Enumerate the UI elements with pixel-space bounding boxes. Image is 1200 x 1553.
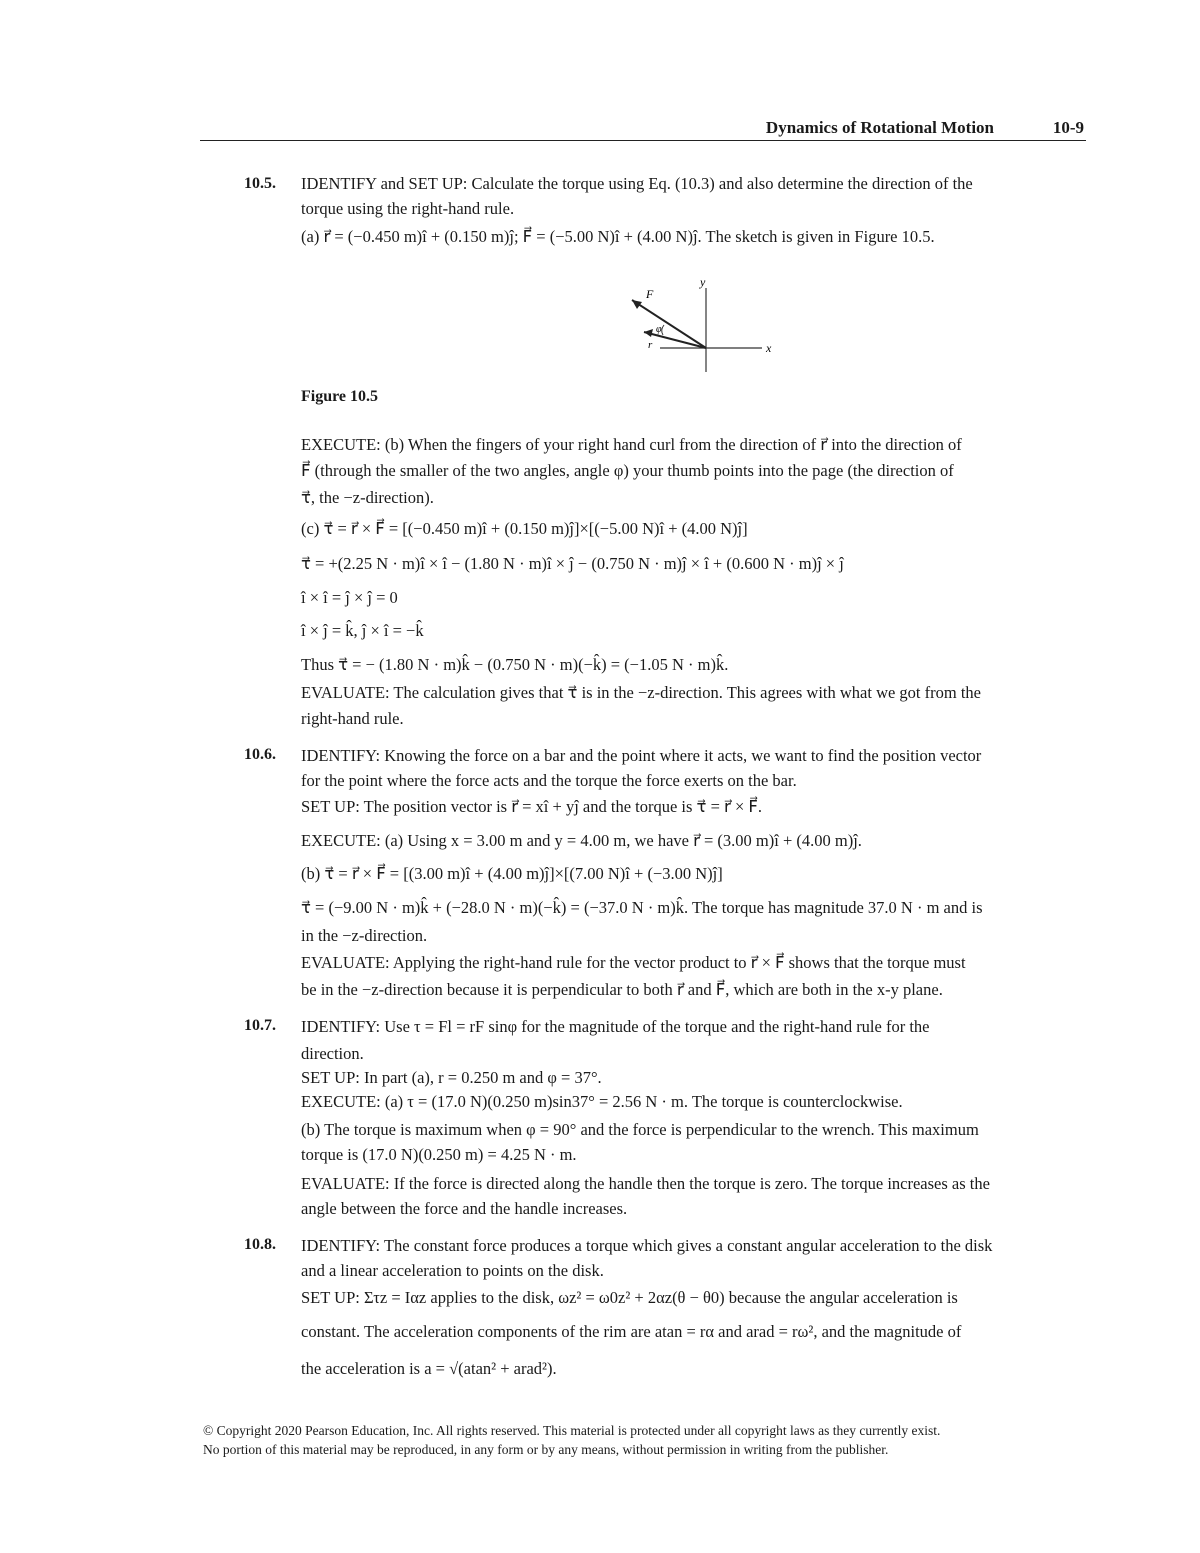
p106-line-8: EVALUATE: Applying the right-hand rule for the vector product to r⃗ × F⃗ shows that the torque must [301, 953, 966, 972]
page-header [200, 116, 1086, 141]
p105-exec-5: τ⃗ = +(2.25 N · m)î × î − (1.80 N · m)î × ĵ − (0.750 N · m)ĵ × î + (0.600 N · m)ĵ × ĵ [301, 554, 844, 573]
problem-number-10-5: 10.5. [244, 175, 276, 192]
p105-exec-6: î × î = ĵ × ĵ = 0 [301, 588, 398, 607]
p107-line-1: IDENTIFY: Use τ = Fl = rF sinφ for the magnitude of the torque and the right-hand rule for the [301, 1017, 930, 1036]
p106-line-5: (b) τ⃗ = r⃗ × F⃗ = [(3.00 m)î + (4.00 m)ĵ]×[(7.00 N)î + (−3.00 N)ĵ] [301, 864, 723, 883]
p105-exec-7: î × ĵ = k̂, ĵ × î = −k̂ [301, 621, 424, 640]
p108-line-4: constant. The acceleration components of the rim are atan = rα and arad = rω², and the magnitude of [301, 1322, 962, 1341]
p106-line-2: for the point where the force acts and the torque the force exerts on the bar. [301, 771, 797, 790]
p105-exec-2: F⃗ (through the smaller of the two angles, angle φ) your thumb points into the page (the direction of [301, 461, 954, 480]
problem-number-10-8: 10.8. [244, 1236, 276, 1253]
p107-line-6: torque is (17.0 N)(0.250 m) = 4.25 N · m. [301, 1145, 577, 1164]
p107-line-4: EXECUTE: (a) τ = (17.0 N)(0.250 m)sin37° = 2.56 N · m. The torque is counterclockwise. [301, 1092, 903, 1111]
problem-number-10-7: 10.7. [244, 1017, 276, 1034]
position-vector [644, 332, 706, 348]
p106-line-1: IDENTIFY: Knowing the force on a bar and the point where it acts, we want to find the position vector [301, 746, 982, 765]
p106-line-9: be in the −z-direction because it is perpendicular to both r⃗ and F⃗, which are both in the x-y plane. [301, 980, 943, 999]
p105-exec-8: Thus τ⃗ = − (1.80 N · m)k̂ − (0.750 N · m)(−k̂) = (−1.05 N · m)k̂. [301, 655, 729, 674]
p106-line-3: SET UP: The position vector is r⃗ = xî + yĵ and the torque is τ⃗ = r⃗ × F⃗. [301, 797, 762, 816]
p105-eval-2: right-hand rule. [301, 709, 404, 728]
p105-exec-4: (c) τ⃗ = r⃗ × F⃗ = [(−0.450 m)î + (0.150 m)ĵ]×[(−5.00 N)î + (4.00 N)ĵ] [301, 519, 748, 538]
p108-line-3: SET UP: Στz = Iαz applies to the disk, ωz² = ω0z² + 2αz(θ − θ0) because the angular acceleration is [301, 1288, 958, 1307]
label-r: r [648, 339, 653, 351]
label-F: F [646, 287, 654, 301]
p107-line-2: direction. [301, 1044, 364, 1063]
label-x: x [766, 341, 772, 355]
p107-line-8: angle between the force and the handle increases. [301, 1199, 628, 1218]
p105-exec-3: τ⃗, the −z-direction). [301, 488, 434, 507]
label-phi: φ [656, 324, 662, 335]
p106-line-7: in the −z-direction. [301, 926, 428, 945]
copyright-line-1: © Copyright 2020 Pearson Education, Inc. All rights reserved. This material is protected under all copyright laws as they currently exist. [203, 1423, 941, 1438]
copyright-line-2: No portion of this material may be reproduced, in any form or by any means, without permission in writing from the publisher. [203, 1442, 889, 1457]
p107-line-5: (b) The torque is maximum when φ = 90° and the force is perpendicular to the wrench. This maximum [301, 1120, 979, 1139]
chapter-title: Dynamics of Rotational Motion [765, 118, 994, 137]
p108-line-5: the acceleration is a = √(atan² + arad²). [301, 1359, 557, 1378]
p107-line-3: SET UP: In part (a), r = 0.250 m and φ = 37°. [301, 1068, 602, 1087]
p105-line-1: IDENTIFY and SET UP: Calculate the torque using Eq. (10.3) and also determine the direction of the [301, 174, 973, 193]
p105-line-2: torque using the right-hand rule. [301, 199, 515, 218]
p106-line-6: τ⃗ = (−9.00 N · m)k̂ + (−28.0 N · m)(−k̂) = (−37.0 N · m)k̂. The torque has magnitude 37.0 N · m and is [301, 898, 983, 917]
figure-caption: Figure 10.5 [301, 388, 379, 405]
page-number: 10-9 [1052, 118, 1084, 137]
p108-line-2: and a linear acceleration to points on the disk. [301, 1261, 604, 1280]
angle-arc [662, 325, 664, 335]
problem-number-10-6: 10.6. [244, 746, 276, 763]
p105-line-3: (a) r⃗ = (−0.450 m)î + (0.150 m)ĵ; F⃗ = (−5.00 N)î + (4.00 N)ĵ. The sketch is given in Figure 10.5. [301, 227, 935, 246]
label-y: y [700, 275, 706, 289]
p105-eval-1: EVALUATE: The calculation gives that τ⃗ is in the −z-direction. This agrees with what we got from the [301, 683, 981, 702]
p105-exec-1: EXECUTE: (b) When the fingers of your right hand curl from the direction of r⃗ into the direction of [301, 435, 962, 454]
p108-line-1: IDENTIFY: The constant force produces a torque which gives a constant angular acceleration to the disk [301, 1236, 993, 1255]
p107-line-7: EVALUATE: If the force is directed along the handle then the torque is zero. The torque increases as the [301, 1174, 990, 1193]
figure-10-5-sketch [620, 270, 790, 380]
force-vector [632, 300, 706, 348]
p106-line-4: EXECUTE: (a) Using x = 3.00 m and y = 4.00 m, we have r⃗ = (3.00 m)î + (4.00 m)ĵ. [301, 831, 862, 850]
